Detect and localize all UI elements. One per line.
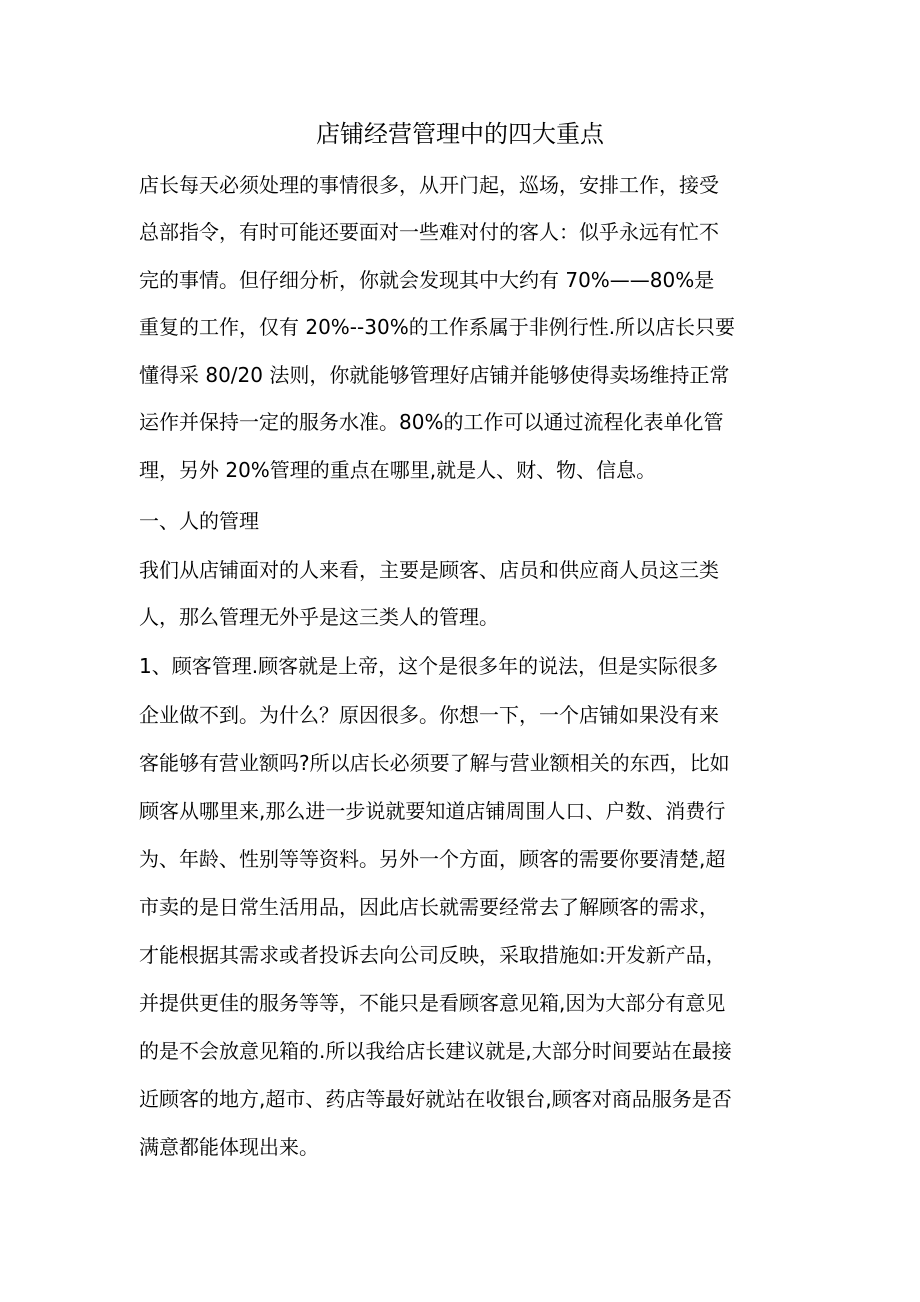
- text-line: 1、顾客管理.顾客就是上帝，这个是很多年的说法，但是实际很多: [139, 654, 719, 678]
- text-line: 重复的工作，仅有 20%--30%的工作系属于非例行性.所以店长只要: [139, 315, 736, 339]
- text-line: 我们从店铺面对的人来看，主要是顾客、店员和供应商人员这三类: [139, 558, 719, 582]
- text-line: 近顾客的地方,超市、药店等最好就站在收银台,顾客对商品服务是否: [139, 1087, 732, 1111]
- text-line: 的是不会放意见箱的.所以我给店长建议就是,大部分时间要站在最接: [139, 1039, 732, 1063]
- document-title: 店铺经营管理中的四大重点: [316, 120, 604, 148]
- text-line: 并提供更佳的服务等等，不能只是看顾客意见箱,因为大部分有意见: [139, 991, 726, 1015]
- text-line: 市卖的是日常生活用品，因此店长就需要经常去了解顾客的需求，: [139, 895, 719, 919]
- text-line: 客能够有营业额吗?所以店长必须要了解与营业额相关的东西，比如: [139, 751, 730, 775]
- text-line: 人，那么管理无外乎是这三类人的管理。: [139, 605, 499, 629]
- text-line: 满意都能体现出来。: [139, 1135, 319, 1159]
- text-line: 完的事情。但仔细分析，你就会发现其中大约有 70%——80%是: [139, 268, 715, 292]
- text-line: 企业做不到。为什么？原因很多。你想一下，一个店铺如果没有来: [139, 703, 719, 727]
- text-line: 才能根据其需求或者投诉去向公司反映，采取措施如:开发新产品，: [139, 943, 726, 967]
- text-line: 总部指令，有时可能还要面对一些难对付的客人：似乎永远有忙不: [139, 220, 719, 244]
- section-heading: 一、人的管理: [139, 509, 259, 533]
- text-line: 为、年龄、性别等等资料。另外一个方面，顾客的需要你要清楚,超: [139, 847, 726, 871]
- text-line: 顾客从哪里来,那么进一步说就要知道店铺周围人口、户数、消费行: [139, 799, 726, 823]
- text-line: 懂得采 80/20 法则，你就能够管理好店铺并能够使得卖场维持正常: [139, 363, 730, 387]
- text-line: 理，另外 20%管理的重点在哪里,就是人、财、物、信息。: [139, 458, 657, 482]
- text-line: 店长每天必须处理的事情很多，从开门起，巡场，安排工作，接受: [139, 173, 719, 197]
- text-line: 运作并保持一定的服务水准。80%的工作可以通过流程化表单化管: [139, 410, 724, 434]
